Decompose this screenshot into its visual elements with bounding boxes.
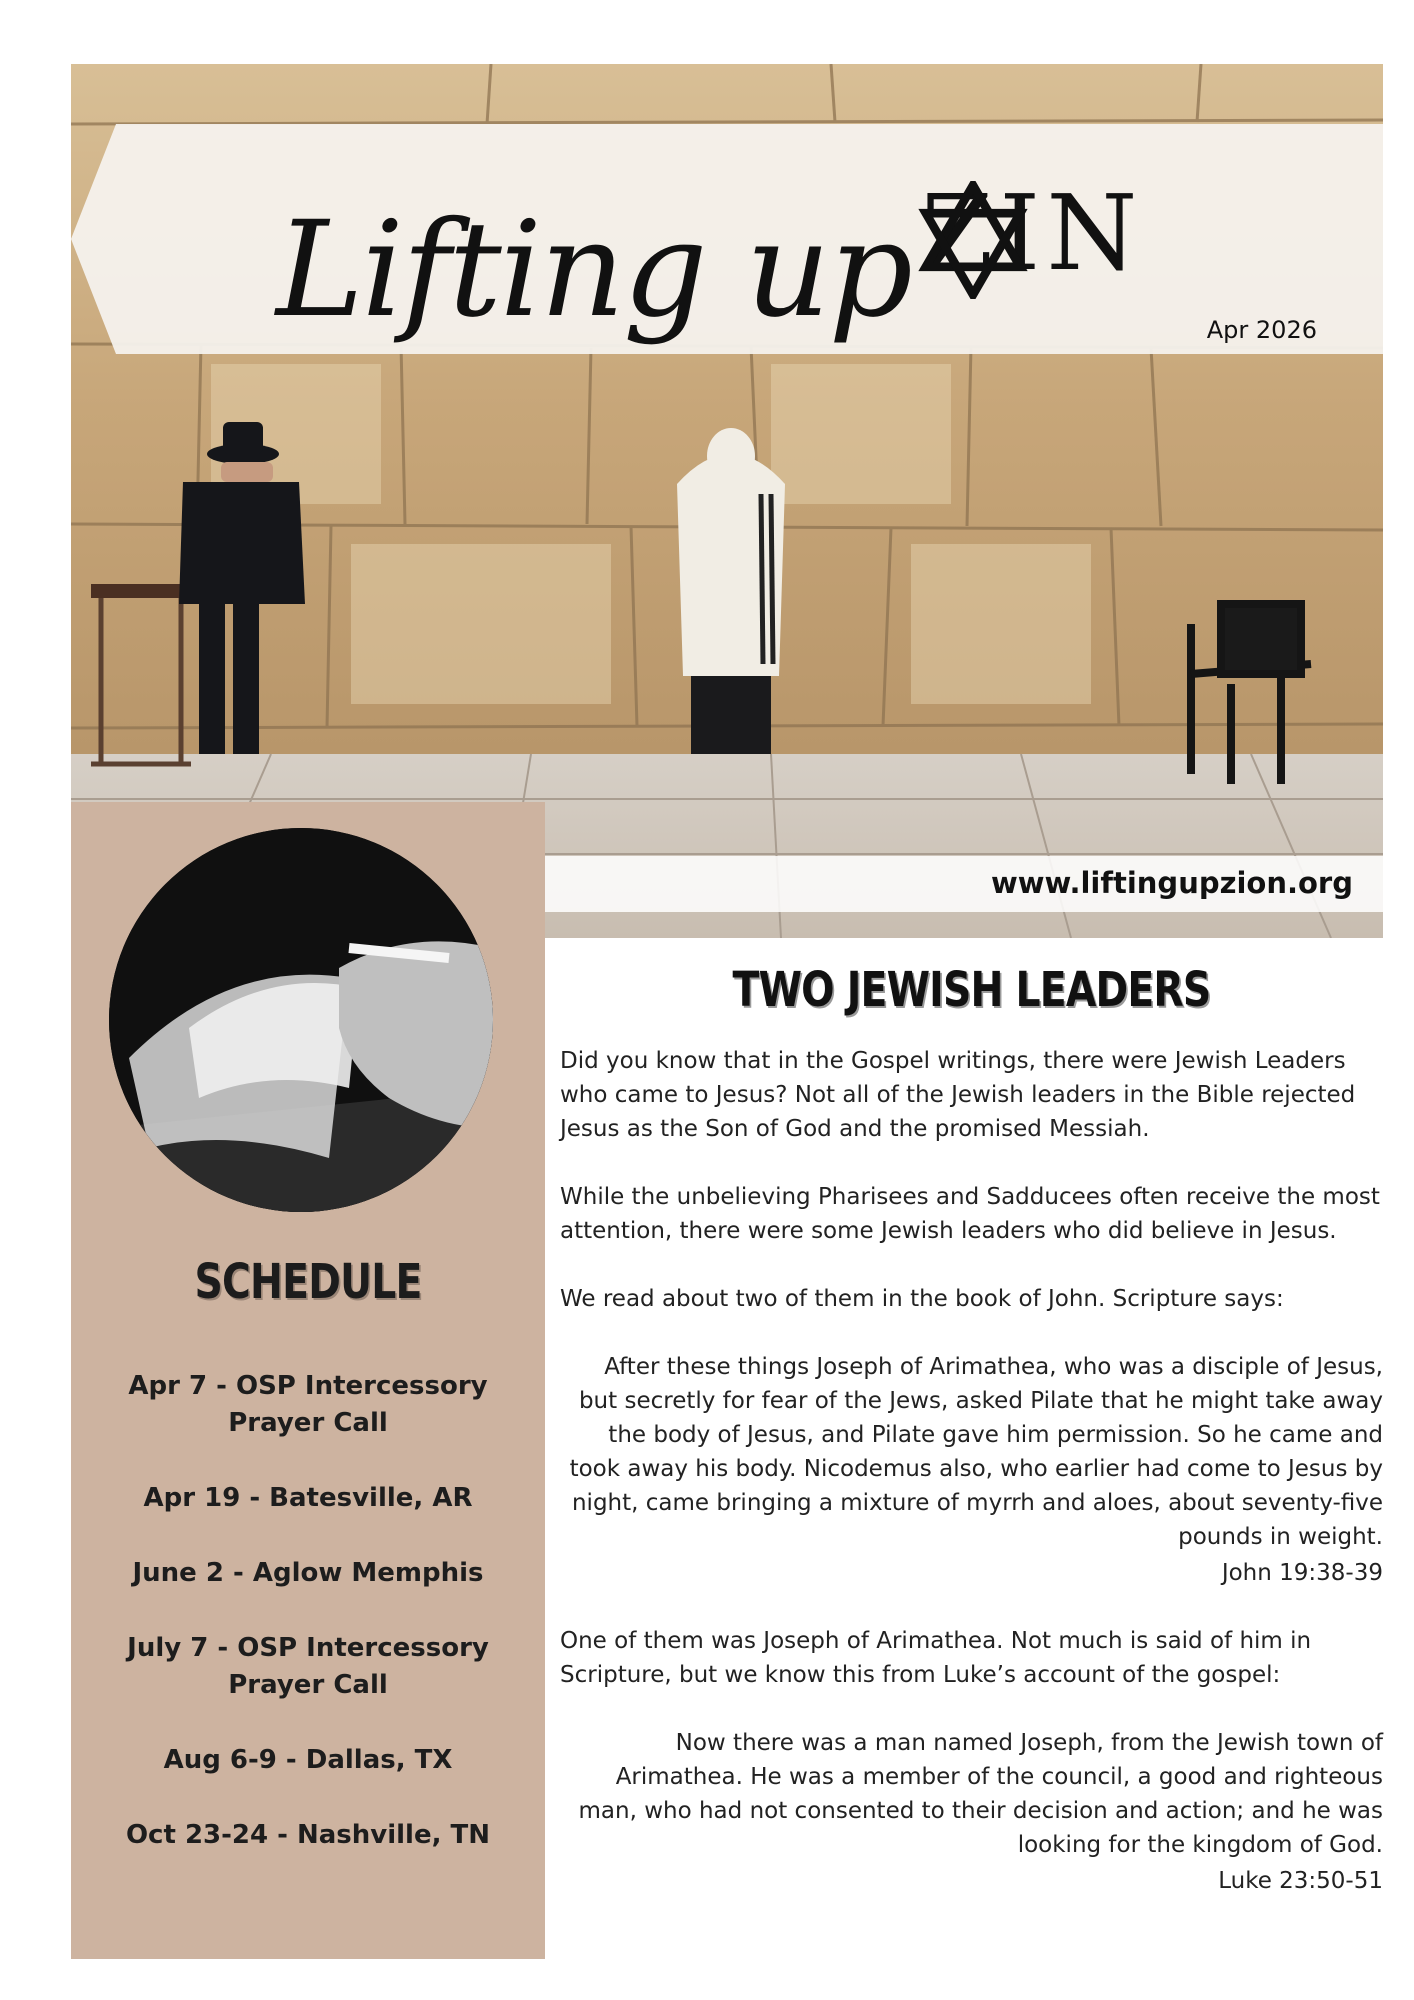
schedule-item: June 2 - Aglow Memphis [132,1558,484,1588]
schedule-heading: SCHEDULE [194,1254,422,1310]
issue-date: Apr 2026 [1206,316,1317,344]
title-zion [921,172,1144,294]
star-of-david-icon [917,181,1029,299]
bible-photo [109,828,493,1212]
bible-hand-illustration [109,828,493,1212]
scripture-quote: Now there was a man named Joseph, from the Jewish town of Arimathea. He was a member of the council, a good and righteous man, who had not consented to their decision and action; and he was looking for the kingdom of God. [578,1730,1383,1858]
article-paragraph: One of them was Joseph of Arimathea. Not much is said of him in Scripture, but we know this from Luke’s account of the gospel: [560,1628,1312,1688]
schedule-item: Apr 7 - OSP Intercessory Prayer Call [128,1371,488,1438]
article-paragraph: Did you know that in the Gospel writings, there were Jewish Leaders who came to Jesus? Not all of the Jewish leaders in the Bible rejected Jesus as the Son of God and the promised Messiah. [560,1048,1356,1142]
schedule-item: July 7 - OSP Intercessory Prayer Call [127,1633,489,1700]
schedule-list [91,1368,525,1892]
praying-man-tallit [677,428,785,754]
title-script: Lifting up [276,193,911,347]
article [560,962,1383,1932]
website-bar [545,856,1383,912]
scripture-quote: After these things Joseph of Arimathea, who was a disciple of Jesus, but secretly for fear of the Jews, asked Pilate that he might take away the body of Jesus, and Pilate gave him permission. So he came and took away his body. Nicodemus also, who earlier had come to Jesus by night, came bringing a mixture of myrrh and aloes, about seventy-five pounds in weight. [569,1354,1383,1550]
scripture-reference: John 19:38-39 [1221,1560,1383,1586]
title-banner [71,124,1383,354]
schedule-item: Apr 19 - Batesville, AR [143,1483,473,1513]
article-paragraph: While the unbelieving Pharisees and Sadducees often receive the most attention, there were some Jewish leaders who did believe in Jesus. [560,1184,1380,1244]
schedule-sidebar [71,802,545,1959]
title-zion-left: ZI [921,172,1047,294]
article-title: TWO JEWISH LEADERS [732,962,1211,1018]
schedule-item: Aug 6-9 - Dallas, TX [163,1745,453,1775]
title-zion-right: N [1046,172,1144,294]
scripture-reference: Luke 23:50-51 [1218,1868,1383,1894]
article-paragraph: We read about two of them in the book of John. Scripture says: [560,1286,1284,1312]
website-link[interactable]: www.liftingupzion.org [990,866,1353,900]
schedule-item: Oct 23-24 - Nashville, TN [125,1820,491,1850]
